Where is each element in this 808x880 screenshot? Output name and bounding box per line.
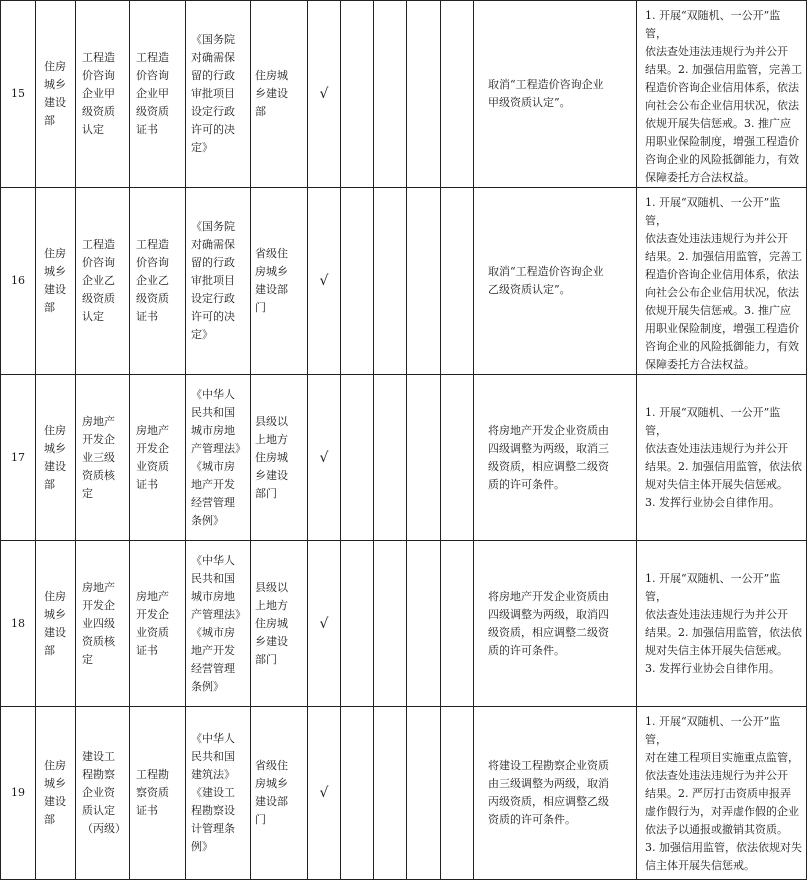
table-row <box>1 541 807 707</box>
empty-cell <box>341 375 374 541</box>
legal-basis-cell: 《国务院 对确需保 留的行政 审批项目 设定行政 许可的决 定》 <box>186 188 251 375</box>
empty-cell <box>441 375 474 541</box>
reform-method-cell: 取消“工程造价咨询企业 甲级资质认定”。 <box>474 1 637 188</box>
item-name-cell: 房地产 开发企 业三级 资质核 定 <box>76 375 130 541</box>
empty-cell <box>407 707 441 880</box>
empty-cell <box>441 188 474 375</box>
table-row <box>1 707 807 880</box>
check-mark: √ <box>308 188 341 375</box>
empty-cell <box>341 188 374 375</box>
item-name-cell: 建设工 程勘察 企业资 质认定 （丙级） <box>76 707 130 880</box>
table-row <box>1 375 807 541</box>
check-mark: √ <box>308 1 341 188</box>
item-name-cell: 房地产 开发企 业四级 资质核 定 <box>76 541 130 707</box>
approval-org-cell: 县级以 上地方 住房城 乡建设 部门 <box>251 541 308 707</box>
empty-cell <box>441 541 474 707</box>
certificate-cell: 房地产 开发企 业资质 证书 <box>130 541 186 707</box>
reform-method-cell: 取消“工程造价咨询企业 乙级资质认定”。 <box>474 188 637 375</box>
row-number: 17 <box>1 375 36 541</box>
approval-org-cell: 住房城 乡建设 部 <box>251 1 308 188</box>
empty-cell <box>407 541 441 707</box>
department-cell: 住房 城乡 建设 部 <box>36 375 76 541</box>
empty-cell <box>407 375 441 541</box>
reform-method-cell: 将建设工程勘察企业资质 由三级调整为两级，取消 丙级资质，相应调整乙级 资质的许可条件。 <box>474 707 637 880</box>
row-number: 16 <box>1 188 36 375</box>
empty-cell <box>341 1 374 188</box>
certificate-cell: 工程造 价咨询 企业甲 级资质 证书 <box>130 1 186 188</box>
certificate-cell: 工程造 价咨询 企业乙 级资质 证书 <box>130 188 186 375</box>
department-cell: 住房 城乡 建设 部 <box>36 541 76 707</box>
department-cell: 住房 城乡 建设 部 <box>36 188 76 375</box>
table-row <box>1 188 807 375</box>
empty-cell <box>407 1 441 188</box>
table-row <box>1 1 807 188</box>
empty-cell <box>374 1 407 188</box>
legal-basis-cell: 《中华人 民共和国 城市房地 产管理法》 《城市房 地产开发 经营管理 条例》 <box>186 541 251 707</box>
row-number: 15 <box>1 1 36 188</box>
regulatory-measure-cell: 1. 开展“双随机、一公开”监管， 依法查处违法违规行为并公开 结果。2. 加强信用监管，依法依 规对失信主体开展失信惩戒。 3. 发挥行业协会自律作用。 <box>637 541 807 707</box>
approval-org-cell: 县级以 上地方 住房城 乡建设 部门 <box>251 375 308 541</box>
regulatory-measure-cell: 1. 开展“双随机、一公开”监管， 依法查处违法违规行为并公开 结果。2. 加强信用监管，完善工 程造价咨询企业信用体系，依法 向社会公布企业信用状况，依法 依规开展失信惩戒。3. 推广应 用职业保险制度，增强工程造价 咨询企业的风险抵御能力，有效 保障委托方合法权益。 <box>637 188 807 375</box>
row-number: 18 <box>1 541 36 707</box>
approval-org-cell: 省级住 房城乡 建设部 门 <box>251 188 308 375</box>
legal-basis-cell: 《中华人 民共和国 城市房地 产管理法》 《城市房 地产开发 经营管理 条例》 <box>186 375 251 541</box>
regulatory-measure-cell: 1. 开展“双随机、一公开”监管， 依法查处违法违规行为并公开 结果。2. 加强信用监管，依法依 规对失信主体开展失信惩戒。 3. 发挥行业协会自律作用。 <box>637 375 807 541</box>
empty-cell <box>441 707 474 880</box>
legal-basis-cell: 《国务院 对确需保 留的行政 审批项目 设定行政 许可的决 定》 <box>186 1 251 188</box>
item-name-cell: 工程造 价咨询 企业乙 级资质 认定 <box>76 188 130 375</box>
department-cell: 住房 城乡 建设 部 <box>36 707 76 880</box>
regulatory-measure-cell: 1. 开展“双随机、一公开”监管， 依法查处违法违规行为并公开 结果。2. 加强信用监管，完善工 程造价咨询企业信用体系，依法 向社会公布企业信用状况，依法 依规开展失信惩戒。3. 推广应 用职业保险制度，增强工程造价 咨询企业的风险抵御能力，有效 保障委托方合法权益。 <box>637 1 807 188</box>
reform-method-cell: 将房地产开发企业资质由 四级调整为两级，取消四 级资质，相应调整二级资 质的许可条件。 <box>474 541 637 707</box>
empty-cell <box>407 188 441 375</box>
empty-cell <box>374 541 407 707</box>
certificate-cell: 房地产 开发企 业资质 证书 <box>130 375 186 541</box>
empty-cell <box>441 1 474 188</box>
item-name-cell: 工程造 价咨询 企业甲 级资质 认定 <box>76 1 130 188</box>
legal-basis-cell: 《中华人 民共和国 建筑法》 《建设工 程勘察设 计管理条 例》 <box>186 707 251 880</box>
check-mark: √ <box>308 375 341 541</box>
approval-org-cell: 省级住 房城乡 建设部 门 <box>251 707 308 880</box>
empty-cell <box>374 707 407 880</box>
empty-cell <box>374 188 407 375</box>
empty-cell <box>341 541 374 707</box>
certificate-cell: 工程勘 察资质 证书 <box>130 707 186 880</box>
regulatory-measure-cell: 1. 开展“双随机、一公开”监管， 对在建工程项目实施重点监管， 依法查处违法违规行为并公开 结果。2. 严厉打击资质申报弄 虚作假行为，对弄虚作假的企业 依法予以通报或撤销其资质。 3. 加强信用监管，依法依规对失 信主体开展失信惩戒。 <box>637 707 807 880</box>
row-number: 19 <box>1 707 36 880</box>
check-mark: √ <box>308 707 341 880</box>
reform-method-cell: 将房地产开发企业资质由 四级调整为两级，取消三 级资质，相应调整二级资 质的许可条件。 <box>474 375 637 541</box>
empty-cell <box>341 707 374 880</box>
check-mark: √ <box>308 541 341 707</box>
empty-cell <box>374 375 407 541</box>
department-cell: 住房 城乡 建设 部 <box>36 1 76 188</box>
